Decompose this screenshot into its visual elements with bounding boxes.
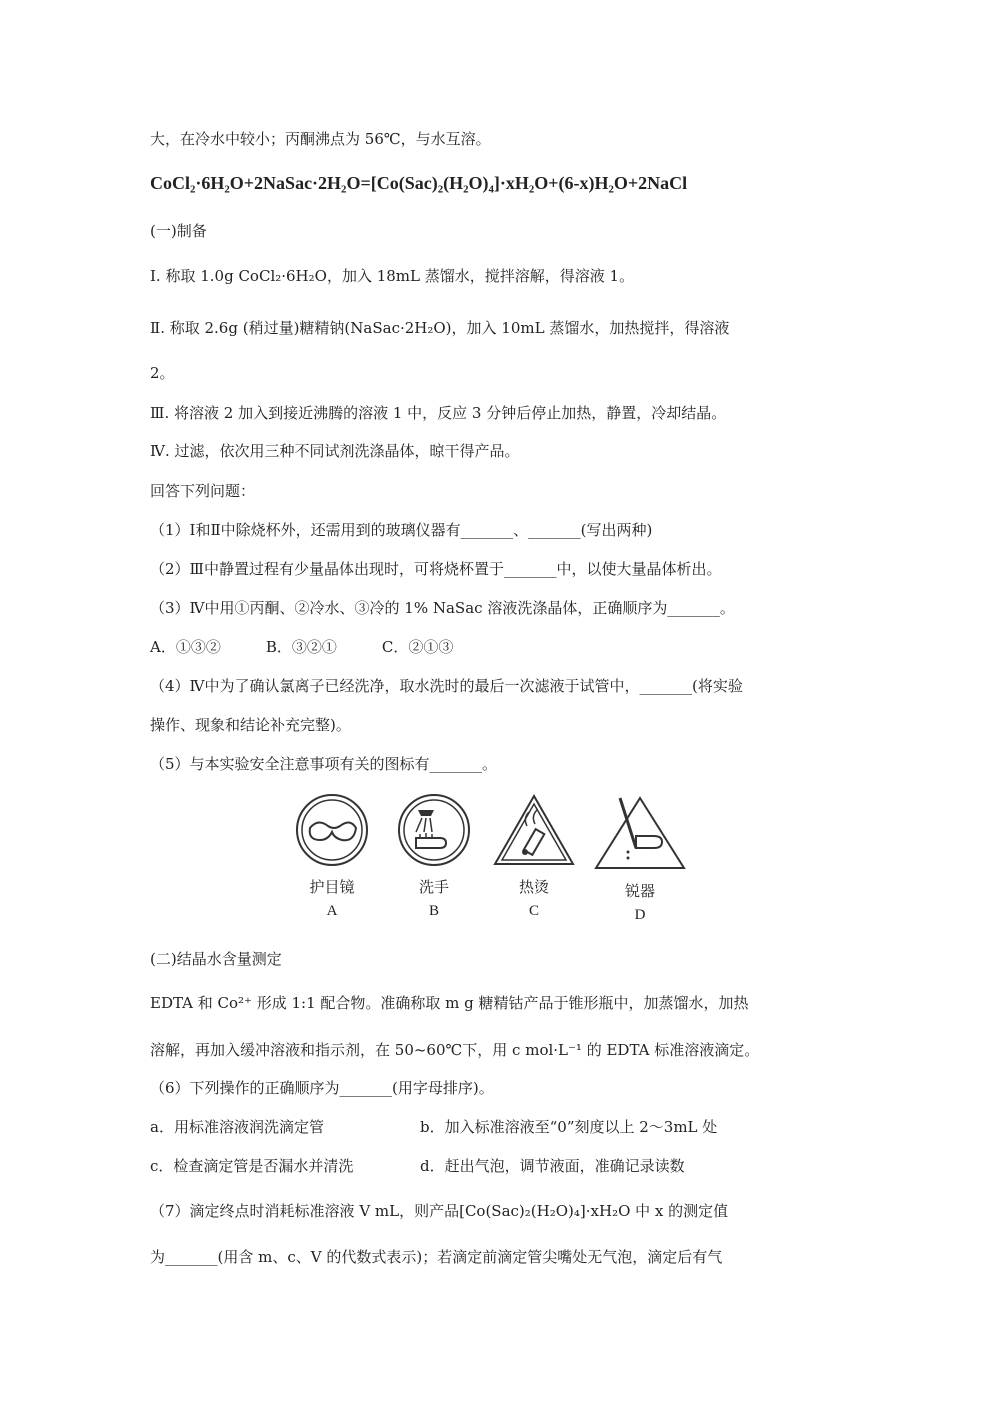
icon-letter: B	[428, 903, 439, 919]
icon-letter: A	[326, 903, 338, 919]
question-7-cont: 为_______(用含 m、c、V 的代数式表示)；若滴定前滴定管尖嘴处无气泡，滴定后有气	[150, 1248, 723, 1266]
option-d: d．赶出气泡，调节液面，准确记录读数	[420, 1157, 685, 1175]
icon-item-b	[384, 792, 484, 920]
step-2-cont: 2。	[150, 364, 175, 382]
icon-item-a	[282, 792, 382, 920]
step-2: Ⅱ. 称取 2.6g (稍过量)糖精钠(NaSac·2H₂O)，加入 10mL 蒸馏水，加热搅拌，得溶液	[150, 319, 730, 337]
question-6: （6）下列操作的正确顺序为_______(用字母排序)。	[150, 1079, 494, 1097]
option-c: c．检查滴定管是否漏水并清洗	[150, 1157, 354, 1175]
icon-letter: C	[528, 903, 539, 919]
question-3-options: A．①③② B．③②① C．②①③	[150, 638, 454, 656]
text-line: 大，在冷水中较小；丙酮沸点为 56℃，与水互溶。	[150, 130, 491, 148]
hot-surface-icon	[491, 792, 577, 868]
section-heading-2: (二)结晶水含量测定	[150, 950, 282, 968]
safety-icons	[282, 792, 702, 932]
question-3: （3）Ⅳ中用①丙酮、②冷水、③冷的 1% NaSac 溶液洗涤晶体，正确顺序为_______。	[150, 599, 735, 617]
paragraph-line: EDTA 和 Co²⁺ 形成 1:1 配合物。准确称取 m g 糖精钴产品于锥形瓶中，加蒸馏水，加热	[150, 994, 749, 1012]
question-4-cont: 操作、现象和结论补充完整)。	[150, 716, 351, 734]
icon-label: 洗手	[418, 878, 449, 896]
step-1: Ⅰ. 称取 1.0g CoCl₂·6H₂O，加入 18mL 蒸馏水，搅拌溶解，得溶液 1。	[150, 267, 635, 285]
reaction-equation: CoCl₂·6H₂O+2NaSac·2H₂O=[Co(Sac)₂(H₂O)₄]·xH₂O+(6-x)H₂O+2NaCl	[150, 173, 688, 193]
question-2: （2）Ⅲ中静置过程有少量晶体出现时，可将烧杯置于_______中，以使大量晶体析出。	[150, 560, 722, 578]
icon-label: 护目镜	[309, 878, 355, 896]
option-a: a．用标准溶液润洗滴定管	[150, 1118, 324, 1136]
paragraph-line: 溶解，再加入缓冲溶液和指示剂，在 50~60℃下，用 c mol·L⁻¹ 的 EDTA 标准溶液滴定。	[150, 1041, 760, 1059]
hand-wash-icon	[396, 792, 472, 868]
step-3: Ⅲ. 将溶液 2 加入到接近沸腾的溶液 1 中，反应 3 分钟后停止加热，静置，冷却结晶。	[150, 404, 727, 422]
icon-letter: D	[634, 907, 646, 923]
step-4: Ⅳ. 过滤，依次用三种不同试剂洗涤晶体，晾干得产品。	[150, 442, 520, 460]
question-5: （5）与本实验安全注意事项有关的图标有_______。	[150, 755, 498, 773]
icon-item-d	[590, 792, 690, 924]
icon-label: 锐器	[624, 882, 655, 900]
option-b: b．加入标准溶液至“0”刻度以上 2～3mL 处	[420, 1118, 718, 1136]
question-4: （4）Ⅳ中为了确认氯离子已经洗净，取水洗时的最后一次滤液于试管中，_______(将实验	[150, 677, 743, 695]
sharp-object-icon	[592, 792, 688, 872]
icon-label: 热烫	[518, 878, 549, 896]
goggles-icon	[294, 792, 370, 868]
section-heading: (一)制备	[150, 222, 207, 240]
question-1: （1）Ⅰ和Ⅱ中除烧杯外，还需用到的玻璃仪器有_______、_______(写出两种)	[150, 521, 653, 539]
icon-item-c	[484, 792, 584, 920]
questions-intro: 回答下列问题：	[150, 482, 256, 500]
question-7: （7）滴定终点时消耗标准溶液 V mL，则产品[Co(Sac)₂(H₂O)₄]·xH₂O 中 x 的测定值	[150, 1202, 729, 1220]
